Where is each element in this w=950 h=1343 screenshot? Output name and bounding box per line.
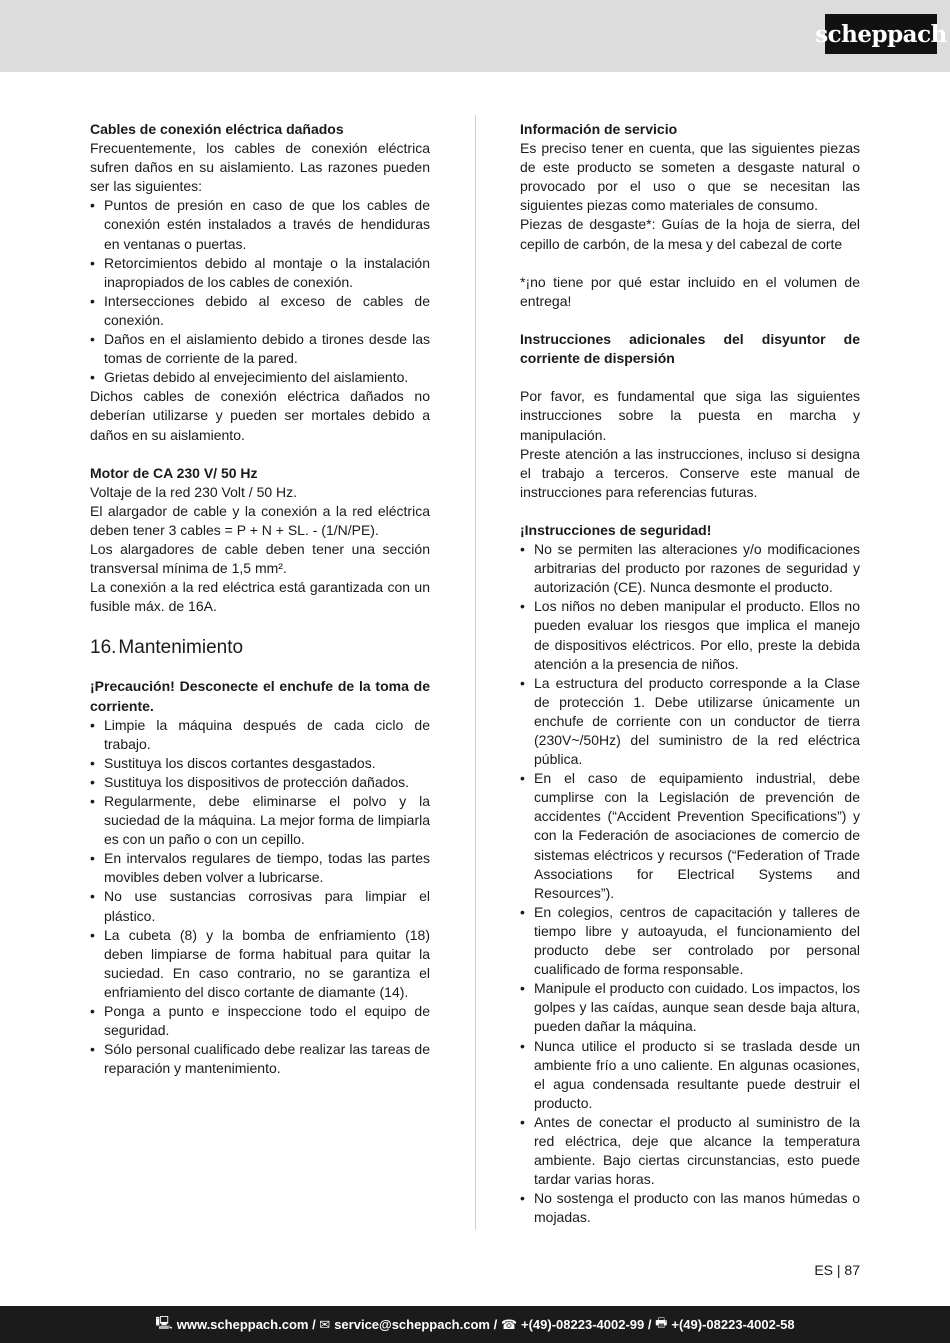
list-item: • Nunca utilice el producto si se traslada desde un ambiente frío a uno caliente. En algunas ocasiones, el agua condensada resultante puede destruir el producto.	[520, 1037, 860, 1113]
phone-icon: ☎	[500, 1316, 518, 1332]
list-item: • Regularmente, debe eliminarse el polvo y la suciedad de la máquina. La mejor forma de limpiarla es con un paño o con un cepillo.	[90, 792, 430, 849]
list-item: • La estructura del producto corresponde a la Clase de protección 1. Debe utilizarse únicamente un enchufe de corriente con un conductor de tierra (230V~/50Hz) del suministro de la red eléctrica pública.	[520, 674, 860, 769]
service-text: Es preciso tener en cuenta, que las siguientes piezas de este producto se someten a desgaste natural o provocado por el uso o que se necesitan las siguientes piezas como materiales de consumo.	[520, 140, 860, 214]
left-column	[90, 120, 430, 1078]
list-item: • La cubeta (8) y la bomba de enfriamiento (18) deben limpiarse de forma habitual para quitar la suciedad. En caso contrario, no se garantiza el enfriamiento del disco cortante de diamante (14).	[90, 926, 430, 1002]
footnote-text: *¡no tiene por qué estar incluido en el volumen de entrega!	[520, 273, 860, 309]
motor-heading: Motor de CA 230 V/ 50 Hz	[90, 464, 258, 481]
footer-separator: /	[308, 1317, 320, 1332]
cables-list	[90, 196, 430, 387]
safety-heading: ¡Instrucciones de seguridad!	[520, 521, 712, 538]
list-item: • Daños en el aislamiento debido a tirones desde las tomas de corriente de la pared.	[90, 330, 430, 368]
right-column	[520, 120, 860, 1227]
computer-icon: 🖳	[155, 1314, 173, 1330]
caution-heading: ¡Precaución! Desconecte el enchufe de la toma de corriente.	[90, 678, 430, 714]
list-item: • Ponga a punto e inspeccione todo el equipo de seguridad.	[90, 1002, 430, 1040]
footer-separator: /	[489, 1317, 501, 1332]
maintenance-list	[90, 716, 430, 1079]
list-item: • Intersecciones debido al exceso de cables de conexión.	[90, 292, 430, 330]
footer-separator: /	[644, 1317, 656, 1332]
service-heading: Información de servicio	[520, 121, 678, 137]
scheppach-logo: scheppach	[825, 14, 937, 54]
wear-parts-text: Piezas de desgaste*: Guías de la hoja de sierra, del cepillo de carbón, de la mesa y del cabezal de corte	[520, 216, 860, 252]
cables-heading: Cables de conexión eléctrica dañados	[90, 121, 344, 137]
page-number: ES | 87	[814, 1262, 860, 1278]
list-item: • Antes de conectar el producto al suministro de la red eléctrica, deje que alcance la temperatura ambiente. Bajo ciertas circunstancias, esto puede tardar varias horas.	[520, 1113, 860, 1189]
section-title: Mantenimiento	[118, 637, 244, 659]
email-icon: ✉	[319, 1316, 331, 1332]
list-item: • Sustituya los discos cortantes desgastados.	[90, 754, 430, 773]
cables-intro: Frecuentemente, los cables de conexión eléctrica sufren daños en su aislamiento. Las razones pueden ser las siguientes:	[90, 140, 430, 195]
footer-bar	[0, 1306, 950, 1343]
list-item: • Sólo personal cualificado debe realizar las tareas de reparación y mantenimiento.	[90, 1040, 430, 1078]
list-item: • Los niños no deben manipular el producto. Ellos no pueden evaluar los riesgos que implica el manejo de dispositivos eléctricos. Por ello, preste la debida atención a la presencia de niños.	[520, 597, 860, 673]
email-link[interactable]: service@scheppach.com	[334, 1317, 490, 1332]
rcd-paragraph: Preste atención a las instrucciones, incluso si designa el trabajo a terceros. Conserve este manual de instrucciones para referencias futuras.	[520, 445, 860, 500]
list-item: • En colegios, centros de capacitación y talleres de tiempo libre y autoayuda, el funcionamiento del producto debe ser controlado por personal cualificado de forma responsable.	[520, 903, 860, 979]
section-number: 16.	[90, 637, 117, 659]
list-item: • En el caso de equipamiento industrial, debe cumplirse con la Legislación de prevención de accidentes (“Accident Prevention Specifications”) y con la Federación de asociaciones de comercio de sistemas eléctricos y recursos (“Federation of Trade Associations for Electrical Systems and Resources”).	[520, 769, 860, 903]
list-item: • Grietas debido al envejecimiento del aislamiento.	[90, 368, 430, 387]
motor-line: Los alargadores de cable deben tener una sección transversal mínima de 1,5 mm².	[90, 541, 430, 577]
motor-line: El alargador de cable y la conexión a la red eléctrica deben tener 3 cables = P + N + SL. - (1/N/PE).	[90, 502, 430, 538]
rcd-heading: Instrucciones adicionales del disyuntor de corriente de dispersión	[520, 331, 860, 367]
website-link[interactable]: www.scheppach.com	[176, 1317, 309, 1332]
section-heading	[90, 636, 430, 660]
list-item: • Retorcimientos debido al montaje o la instalación inapropiados de los cables de conexión.	[90, 254, 430, 292]
cables-outro: Dichos cables de conexión eléctrica dañados no deberían utilizarse y pueden ser mortales debido a daños en su aislamiento.	[90, 388, 430, 443]
column-divider	[475, 115, 476, 1230]
safety-list	[520, 540, 860, 1227]
list-item: • Sustituya los dispositivos de protección dañados.	[90, 773, 430, 792]
phone-number: +(49)-08223-4002-99	[521, 1317, 645, 1332]
list-item: • En intervalos regulares de tiempo, todas las partes movibles deben volver a lubricarse.	[90, 849, 430, 887]
motor-line: La conexión a la red eléctrica está garantizada con un fusible máx. de 16A.	[90, 579, 430, 615]
rcd-paragraph: Por favor, es fundamental que siga las siguientes instrucciones sobre la puesta en marcha y manipulación.	[520, 388, 860, 443]
fax-number: +(49)-08223-4002-58	[671, 1317, 795, 1332]
list-item: • Puntos de presión en caso de que los cables de conexión estén instalados a través de hendiduras en ventanas o puertas.	[90, 196, 430, 253]
list-item: • Limpie la máquina después de cada ciclo de trabajo.	[90, 716, 430, 754]
list-item: • No use sustancias corrosivas para limpiar el plástico.	[90, 887, 430, 925]
list-item: • No sostenga el producto con las manos húmedas o mojadas.	[520, 1189, 860, 1227]
list-item: • Manipule el producto con cuidado. Los impactos, los golpes y las caídas, aunque sean desde baja altura, pueden dañar la máquina.	[520, 979, 860, 1036]
fax-icon: 🖶	[655, 1314, 668, 1330]
list-item: • No se permiten las alteraciones y/o modificaciones arbitrarias del producto por razones de seguridad y autorización (CE). Nunca desmonte el producto.	[520, 540, 860, 597]
header-band	[0, 0, 950, 72]
motor-line: Voltaje de la red 230 Volt / 50 Hz.	[90, 483, 298, 500]
